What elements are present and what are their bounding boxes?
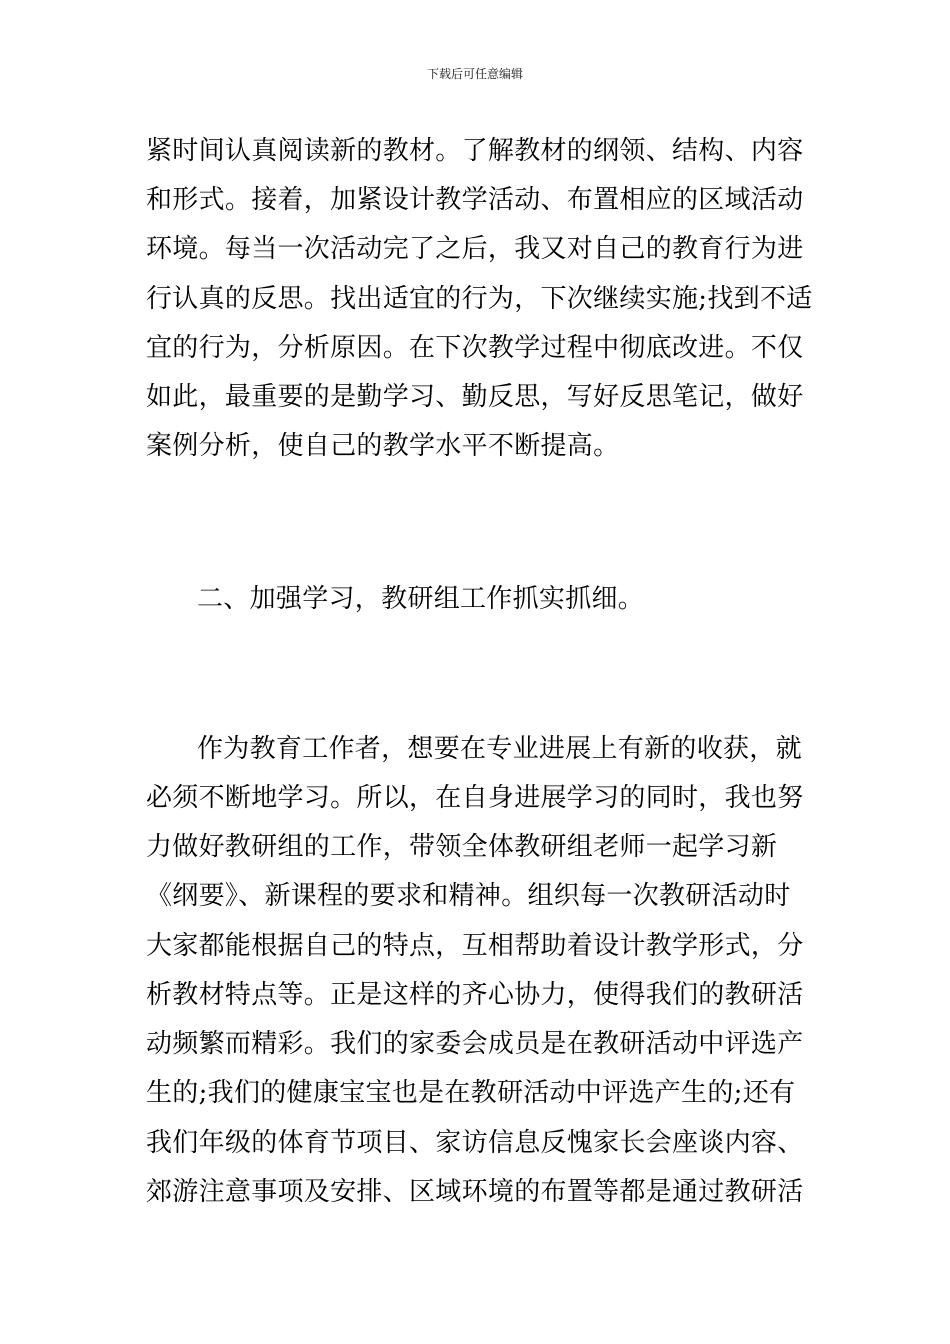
paragraph-line: 和形式。接着，加紧设计教学活动、布置相应的区域活动 [146, 185, 804, 215]
header-note: 下载后可任意编辑 [426, 67, 523, 81]
paragraph-line: 必须不断地学习。所以，在自身进展学习的同时，我也努 [146, 783, 804, 813]
paragraph-line: 析教材特点等。正是这样的齐心协力，使得我们的教研活 [146, 980, 804, 1010]
section-heading: 二、加强学习，教研组工作抓实抓细。 [197, 584, 645, 614]
paragraph-line: 宜的行为，分析原因。在下次教学过程中彻底改进。不仅 [146, 333, 804, 363]
paragraph-line: 案例分析，使自己的教学水平不断提高。 [146, 431, 620, 461]
paragraph-line: 行认真的反思。找出适宜的行为，下次继续实施;找到不适 [146, 284, 813, 314]
paragraph-line: 《纲要》、新课程的要求和精神。组织每一次教研活动时 [146, 881, 791, 911]
paragraph-line: 动频繁而精彩。我们的家委会成员是在教研活动中评选产 [146, 1029, 804, 1059]
paragraph-line: 生的;我们的健康宝宝也是在教研活动中评选产生的;还有 [146, 1078, 796, 1108]
paragraph-line: 如此，最重要的是勤学习、勤反思，写好反思笔记，做好 [146, 382, 804, 412]
paragraph-line: 作为教育工作者，想要在专业进展上有新的收获，就 [197, 734, 802, 764]
paragraph-line: 环境。每当一次活动完了之后，我又对自己的教育行为进 [146, 234, 804, 264]
paragraph-line: 紧时间认真阅读新的教材。了解教材的纲领、结构、内容 [146, 136, 804, 166]
paragraph-line: 我们年级的体育节项目、家访信息反愧家长会座谈内容、 [146, 1128, 804, 1158]
paragraph-line: 郊游注意事项及安排、区域环境的布置等都是通过教研活 [146, 1177, 804, 1207]
paragraph-line: 力做好教研组的工作，带领全体教研组老师一起学习新 [146, 832, 778, 862]
paragraph-line: 大家都能根据自己的特点，互相帮助着设计教学形式，分 [146, 931, 804, 961]
